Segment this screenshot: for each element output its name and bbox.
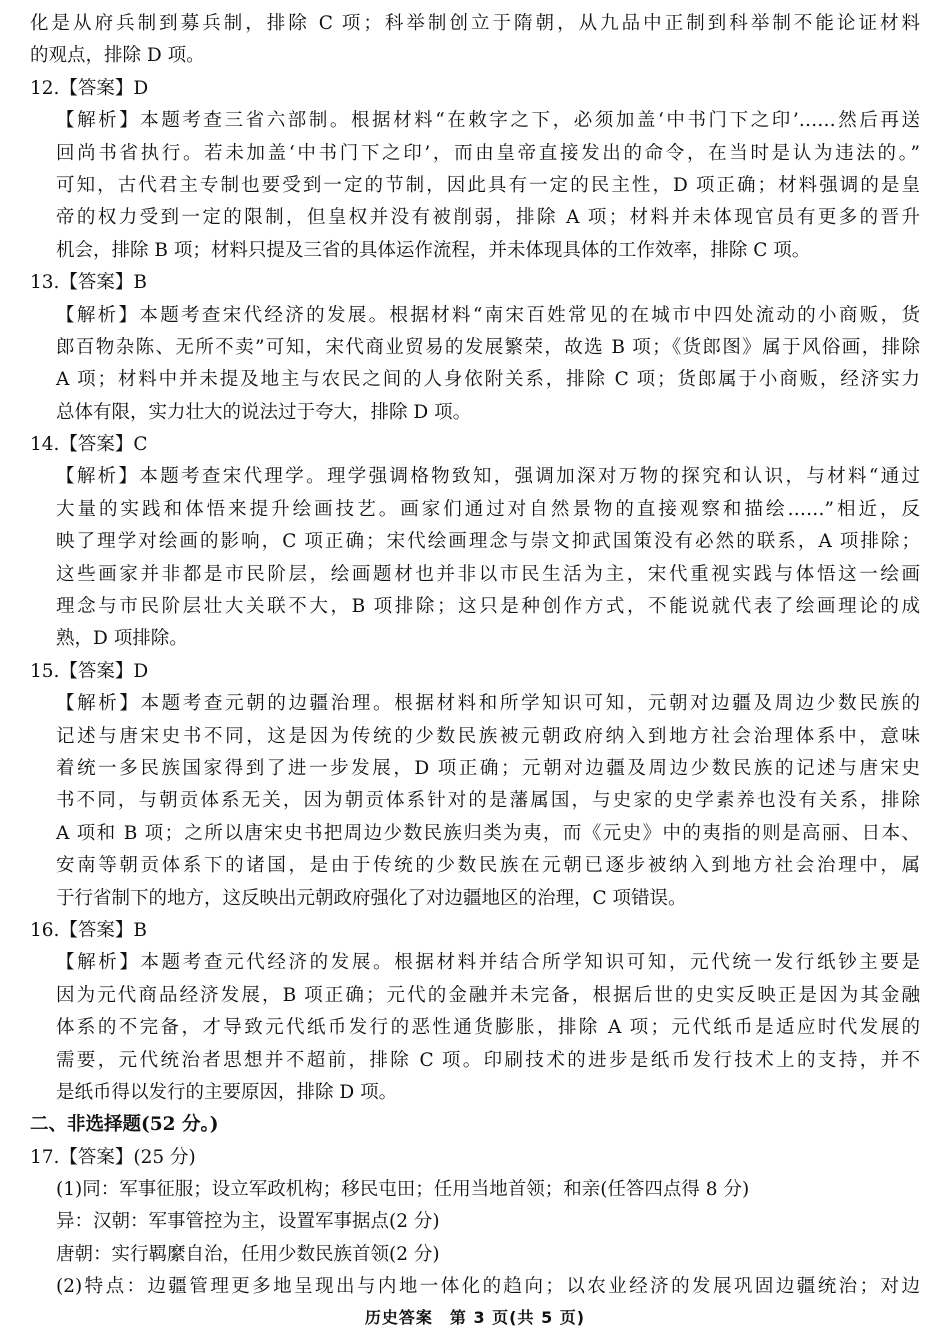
text-line: 大量的实践和体悟来提升绘画技艺。画家们通过对自然景物的直接观察和描绘……”相近，反	[56, 498, 920, 520]
answer-heading: 13.【答案】B	[30, 272, 148, 294]
question-15	[30, 656, 920, 915]
text-line: 【解析】本题考查元朝的边疆治理。根据材料和所学知识可知，元朝对边疆及周边少数民族的	[56, 693, 920, 715]
section-heading: 二、非选择题(52 分。)	[30, 1114, 219, 1136]
question-17	[30, 1142, 920, 1304]
answer-heading: 16.【答案】B	[30, 919, 148, 941]
intro-paragraph	[30, 8, 920, 73]
text-line: (1)同：军事征服；设立军政机构；移民屯田；任用当地首领；和亲(任答四点得 8 分)	[56, 1179, 750, 1201]
text-line: 可知，古代君主专制也要受到一定的节制，因此具有一定的民主性，D 项正确；材料强调的是皇	[56, 174, 920, 196]
text-line: 于行省制下的地方，这反映出元朝政府强化了对边疆地区的治理，C 项错误。	[56, 887, 687, 909]
answer-heading: 14.【答案】C	[30, 434, 148, 456]
question-13	[30, 267, 920, 429]
text-line: 【解析】本题考查三省六部制。根据材料“在敕字之下，必须加盖‘中书门下之印’……然后再送	[56, 110, 920, 132]
text-line: 着统一多民族国家得到了进一步发展，D 项正确；元朝对边疆及周边少数民族的记述与唐宋史	[56, 757, 920, 779]
answer-heading: 17.【答案】(25 分)	[30, 1146, 196, 1168]
text-line: 帝的权力受到一定的限制，但皇权并没有被削弱，排除 A 项；材料并未体现官员有更多的晋升	[56, 207, 920, 229]
text-line: 总体有限，实力壮大的说法过于夸大，排除 D 项。	[56, 401, 472, 423]
answer-heading: 12.【答案】D	[30, 77, 149, 99]
text-line: 的观点，排除 D 项。	[30, 45, 205, 67]
text-line: 【解析】本题考查宋代经济的发展。根据材料“南宋百姓常见的在城市中四处流动的小商贩，货	[56, 304, 920, 326]
text-line: 这些画家并非都是市民阶层，绘画题材也并非以市民生活为主，宋代重视实践与体悟这一绘画	[56, 563, 920, 585]
text-line: 机会，排除 B 项；材料只提及三省的具体运作流程，并未体现具体的工作效率，排除 C 项。	[56, 239, 811, 261]
text-line: 是纸币得以发行的主要原因，排除 D 项。	[56, 1081, 398, 1103]
question-14	[30, 429, 920, 656]
text-line: 回尚书省执行。若未加盖‘中书门下之印’，而由皇帝直接发出的命令，在当时是认为违法的。”	[56, 142, 920, 164]
question-12	[30, 73, 920, 267]
page-footer: 历史答案 第 3 页(共 5 页)	[364, 1308, 586, 1327]
text-line: 体系的不完备，才导致元代纸币发行的恶性通货膨胀，排除 A 项；元代纸币是适应时代发展的	[56, 1017, 920, 1039]
text-line: 安南等朝贡体系下的诸国，是由于传统的少数民族在元朝已逐步被纳入到地方社会治理中，属	[56, 855, 920, 877]
text-line: (2)特点：边疆管理更多地呈现出与内地一体化的趋向；以农业经济的发展巩固边疆统治；对边	[56, 1276, 920, 1298]
text-line: 因为元代商品经济发展，B 项正确；元代的金融并未完备，根据后世的史实反映正是因为其金融	[56, 984, 920, 1006]
text-line: 【解析】本题考查元代经济的发展。根据材料并结合所学知识可知，元代统一发行纸钞主要是	[56, 952, 920, 974]
question-16	[30, 915, 920, 1109]
text-line: 异：汉朝：军事管控为主，设置军事据点(2 分)	[56, 1211, 440, 1233]
text-line: 需要，元代统治者思想并不超前，排除 C 项。印刷技术的进步是纸币发行技术上的支持，并不	[56, 1049, 920, 1071]
text-line: 化是从府兵制到募兵制，排除 C 项；科举制创立于隋朝，从九品中正制到科举制不能论证材料	[30, 13, 920, 34]
text-line: 唐朝：实行羁縻自治，任用少数民族首领(2 分)	[56, 1243, 440, 1265]
text-line: 郎百物杂陈、无所不卖”可知，宋代商业贸易的发展繁荣，故选 B 项；《货郎图》属于风俗画，排除	[56, 336, 920, 358]
answer-heading: 15.【答案】D	[30, 660, 149, 682]
text-line: 熟，D 项排除。	[56, 628, 188, 650]
text-line: A 项；材料中并未提及地主与农民之间的人身依附关系，排除 C 项；货郎属于小商贩，经济实力	[56, 369, 920, 391]
text-line: 映了理学对绘画的影响，C 项正确；宋代绘画理念与崇文抑武国策没有必然的联系，A 项排除；	[56, 531, 920, 553]
text-line: 【解析】本题考查宋代理学。理学强调格物致知，强调加深对万物的探究和认识，与材料“通过	[56, 466, 920, 488]
text-line: A 项和 B 项；之所以唐宋史书把周边少数民族归类为夷，而《元史》中的夷指的则是高丽、日本、	[56, 822, 920, 844]
text-line: 记述与唐宋史书不同，这是因为传统的少数民族被元朝政府纳入到地方社会治理体系中，意味	[56, 725, 920, 747]
text-line: 理念与市民阶层壮大关联不大，B 项排除；这只是种创作方式，不能说就代表了绘画理论的成	[56, 596, 920, 618]
text-line: 书不同，与朝贡体系无关，因为朝贡体系针对的是藩属国，与史家的史学素养也没有关系，排除	[56, 790, 920, 812]
